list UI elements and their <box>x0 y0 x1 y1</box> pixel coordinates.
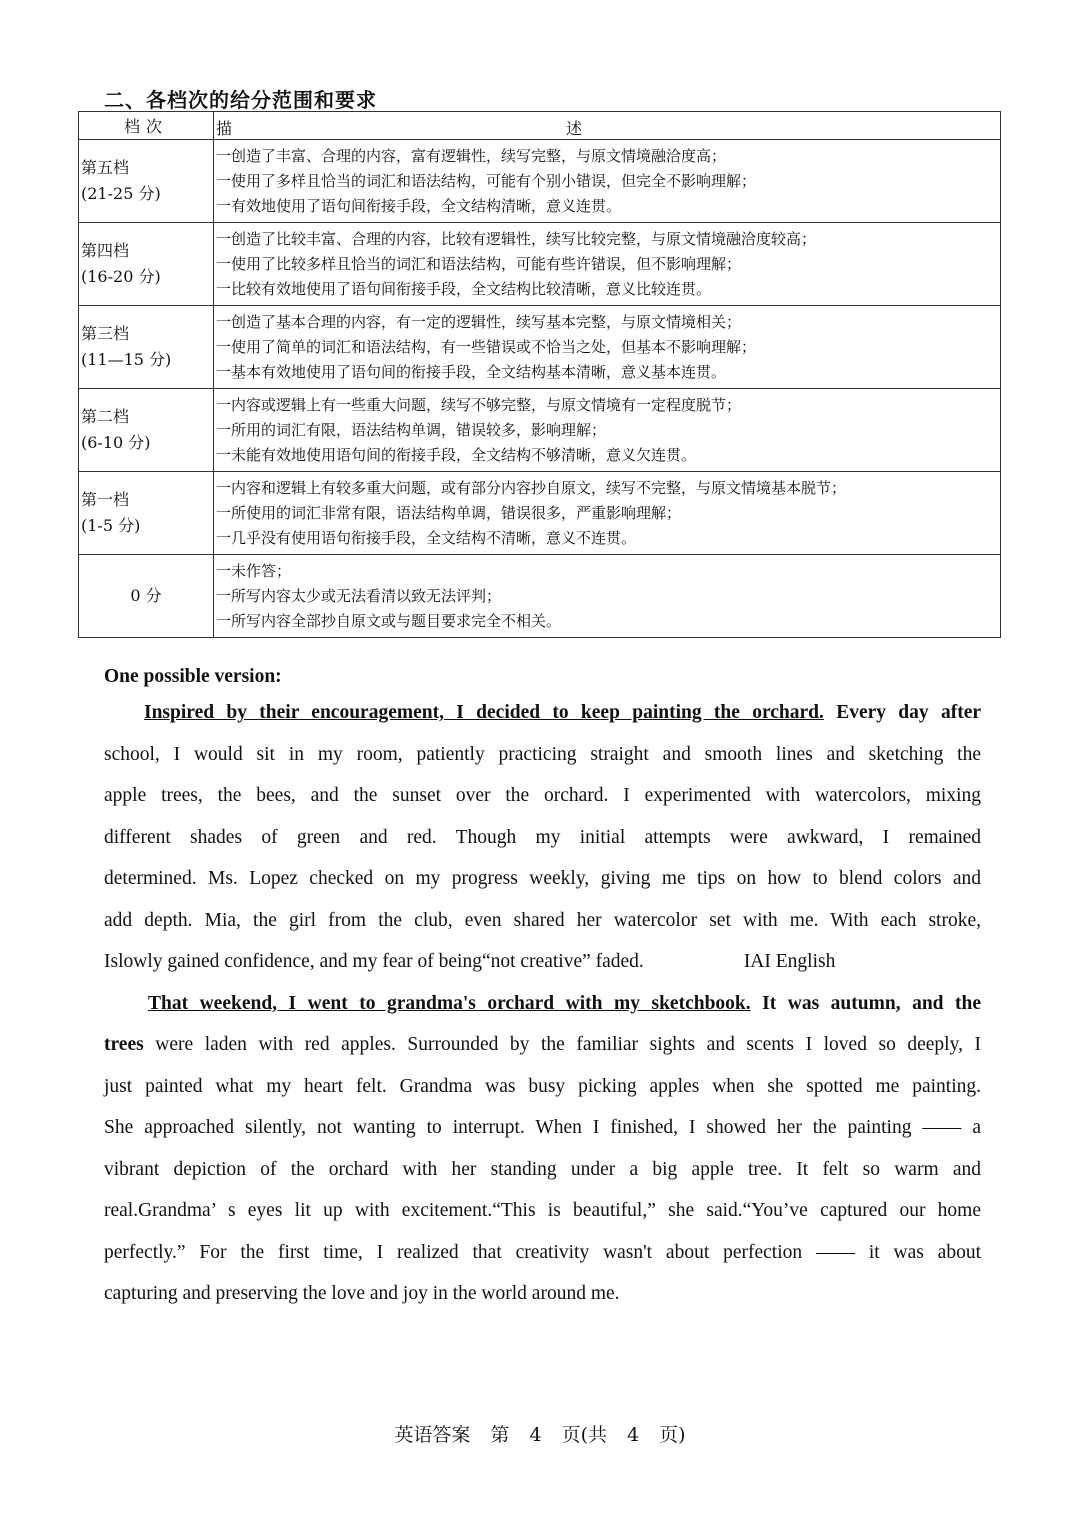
desc-line: 一所用的词汇有限，语法结构单调，错误较多，影响理解； <box>216 420 607 439</box>
description-cell <box>214 472 1001 555</box>
watermark-text: IAI English <box>743 951 836 972</box>
desc-line: 一未作答； <box>216 561 292 580</box>
essay-line: capturing and preserving the love and joy in the world around me. <box>104 1283 620 1304</box>
table-row <box>79 223 1001 306</box>
desc-line: 一创造了丰富、合理的内容，富有逻辑性，续写完整，与原文情境融洽度高； <box>216 146 727 165</box>
description-cell <box>214 306 1001 389</box>
level-name: 第四档 <box>81 241 130 260</box>
desc-line: 一使用了比较多样且恰当的词汇和语法结构，可能有些许错误，但不影响理解； <box>216 254 742 273</box>
level-cell <box>79 306 214 389</box>
essay-line: real.Grandma’ s eyes lit up with excitement.“This is beautiful,” she said.“You’ve captured our home <box>104 1200 981 1221</box>
desc-line: 一所写内容太少或无法看清以致无法评判； <box>216 586 502 605</box>
paragraph2-line1-rest: It was autumn, and the <box>762 992 982 1014</box>
table-row <box>79 389 1001 472</box>
description-cell <box>214 555 1001 638</box>
level-cell <box>79 223 214 306</box>
desc-line: 一创造了比较丰富、合理的内容，比较有逻辑性，续写比较完整，与原文情境融洽度较高； <box>216 229 817 248</box>
essay-line <box>104 983 981 1025</box>
header-level: 档次 <box>79 112 214 140</box>
essay-line: apple trees, the bees, and the sunset over the orchard. I experimented with watercolors, mixing <box>104 785 981 806</box>
header-description <box>214 112 1001 140</box>
desc-line: 一创造了基本合理的内容，有一定的逻辑性，续写基本完整，与原文情境相关； <box>216 312 742 331</box>
table-row <box>79 140 1001 223</box>
table-row <box>79 306 1001 389</box>
essay-line: vibrant depiction of the orchard with her standing under a big apple tree. It felt so warm and <box>104 1158 981 1180</box>
essay-line: determined. Ms. Lopez checked on my progress weekly, giving me tips on how to blend colors and <box>104 868 981 889</box>
level-range: (21-25 分) <box>81 184 161 203</box>
sample-essay <box>104 662 981 1315</box>
paragraph1-last-line: Islowly gained confidence, and my fear of being“not creative” faded. <box>104 951 644 972</box>
level-cell <box>79 472 214 555</box>
essay-line: different shades of green and red. Though my initial attempts were awkward, I remained <box>104 826 981 848</box>
level-cell <box>79 555 214 638</box>
paragraph1-line1-rest: Every day after <box>836 702 981 723</box>
essay-line <box>104 1024 981 1066</box>
desc-line: 一使用了多样且恰当的词汇和语法结构，可能有个别小错误，但完全不影响理解； <box>216 171 757 190</box>
desc-line: 一有效地使用了语句间衔接手段，全文结构清晰，意义连贯。 <box>216 196 622 215</box>
desc-line: 一未能有效地使用语句间的衔接手段，全文结构不够清晰，意义欠连贯。 <box>216 445 697 464</box>
paragraph2-lead-sentence: That weekend, I went to grandma's orchard with my sketchbook. <box>148 992 751 1014</box>
desc-line: 一比较有效地使用了语句间衔接手段，全文结构比较清晰，意义比较连贯。 <box>216 279 712 298</box>
desc-line: 一所使用的词汇非常有限，语法结构单调，错误很多，严重影响理解； <box>216 503 682 522</box>
description-cell <box>214 223 1001 306</box>
essay-heading: One possible version: <box>104 666 282 687</box>
level-name: 第二档 <box>81 407 130 426</box>
level-range: (1-5 分) <box>81 516 141 535</box>
desc-line: 一所写内容全部抄自原文或与题目要求完全不相关。 <box>216 611 562 630</box>
desc-line: 一基本有效地使用了语句间的衔接手段，全文结构基本清晰，意义基本连贯。 <box>216 362 727 381</box>
header-desc-right: 述 <box>566 119 583 138</box>
essay-line <box>104 692 981 734</box>
essay-line: school, I would sit in my room, patiently practicing straight and smooth lines and sketching the <box>104 743 981 765</box>
essay-line <box>104 941 981 983</box>
table-header-row <box>79 112 1001 140</box>
level-cell <box>79 389 214 472</box>
level-name: 第三档 <box>81 324 130 343</box>
desc-line: 一内容和逻辑上有较多重大问题，或有部分内容抄自原文，续写不完整，与原文情境基本脱节； <box>216 478 847 497</box>
level-range: (16-20 分) <box>81 267 161 286</box>
essay-line: add depth. Mia, the girl from the club, even shared her watercolor set with me. With each stroke, <box>104 909 981 931</box>
paragraph2-line2-rest: were laden with red apples. Surrounded by the familiar sights and scents I loved so deeply, I <box>155 1034 982 1055</box>
level-range: (6-10 分) <box>81 433 151 452</box>
level-name: 第五档 <box>81 158 130 177</box>
essay-line: perfectly.” For the first time, I realized that creativity wasn't about perfection —— it was about <box>104 1241 981 1263</box>
description-cell <box>214 140 1001 223</box>
level-name: 第一档 <box>81 490 130 509</box>
level-range: (11—15 分) <box>81 350 172 369</box>
desc-line: 一几乎没有使用语句衔接手段，全文结构不清晰，意义不连贯。 <box>216 528 637 547</box>
level-name: 0 分 <box>130 586 162 605</box>
level-cell <box>79 140 214 223</box>
header-desc-left: 描 <box>216 119 233 138</box>
essay-line: She approached silently, not wanting to interrupt. When I finished, I showed her the painting —— a <box>104 1117 981 1138</box>
desc-line: 一使用了简单的词汇和语法结构，有一些错误或不恰当之处，但基本不影响理解； <box>216 337 757 356</box>
description-cell <box>214 389 1001 472</box>
scoring-rubric-table <box>78 111 1001 638</box>
essay-line: just painted what my heart felt. Grandma was busy picking apples when she spotted me painting. <box>104 1075 981 1097</box>
paragraph1-lead-sentence: Inspired by their encouragement, I decided to keep painting the orchard. <box>144 702 824 723</box>
table-row <box>79 472 1001 555</box>
paragraph2-line2-bold: trees <box>104 1034 144 1055</box>
table-row <box>79 555 1001 638</box>
section-title: 二、各档次的给分范围和要求 <box>104 88 377 112</box>
desc-line: 一内容或逻辑上有一些重大问题，续写不够完整，与原文情境有一定程度脱节； <box>216 395 742 414</box>
page-footer: 英语答案 第 4 页(共 4 页) <box>394 1424 686 1446</box>
